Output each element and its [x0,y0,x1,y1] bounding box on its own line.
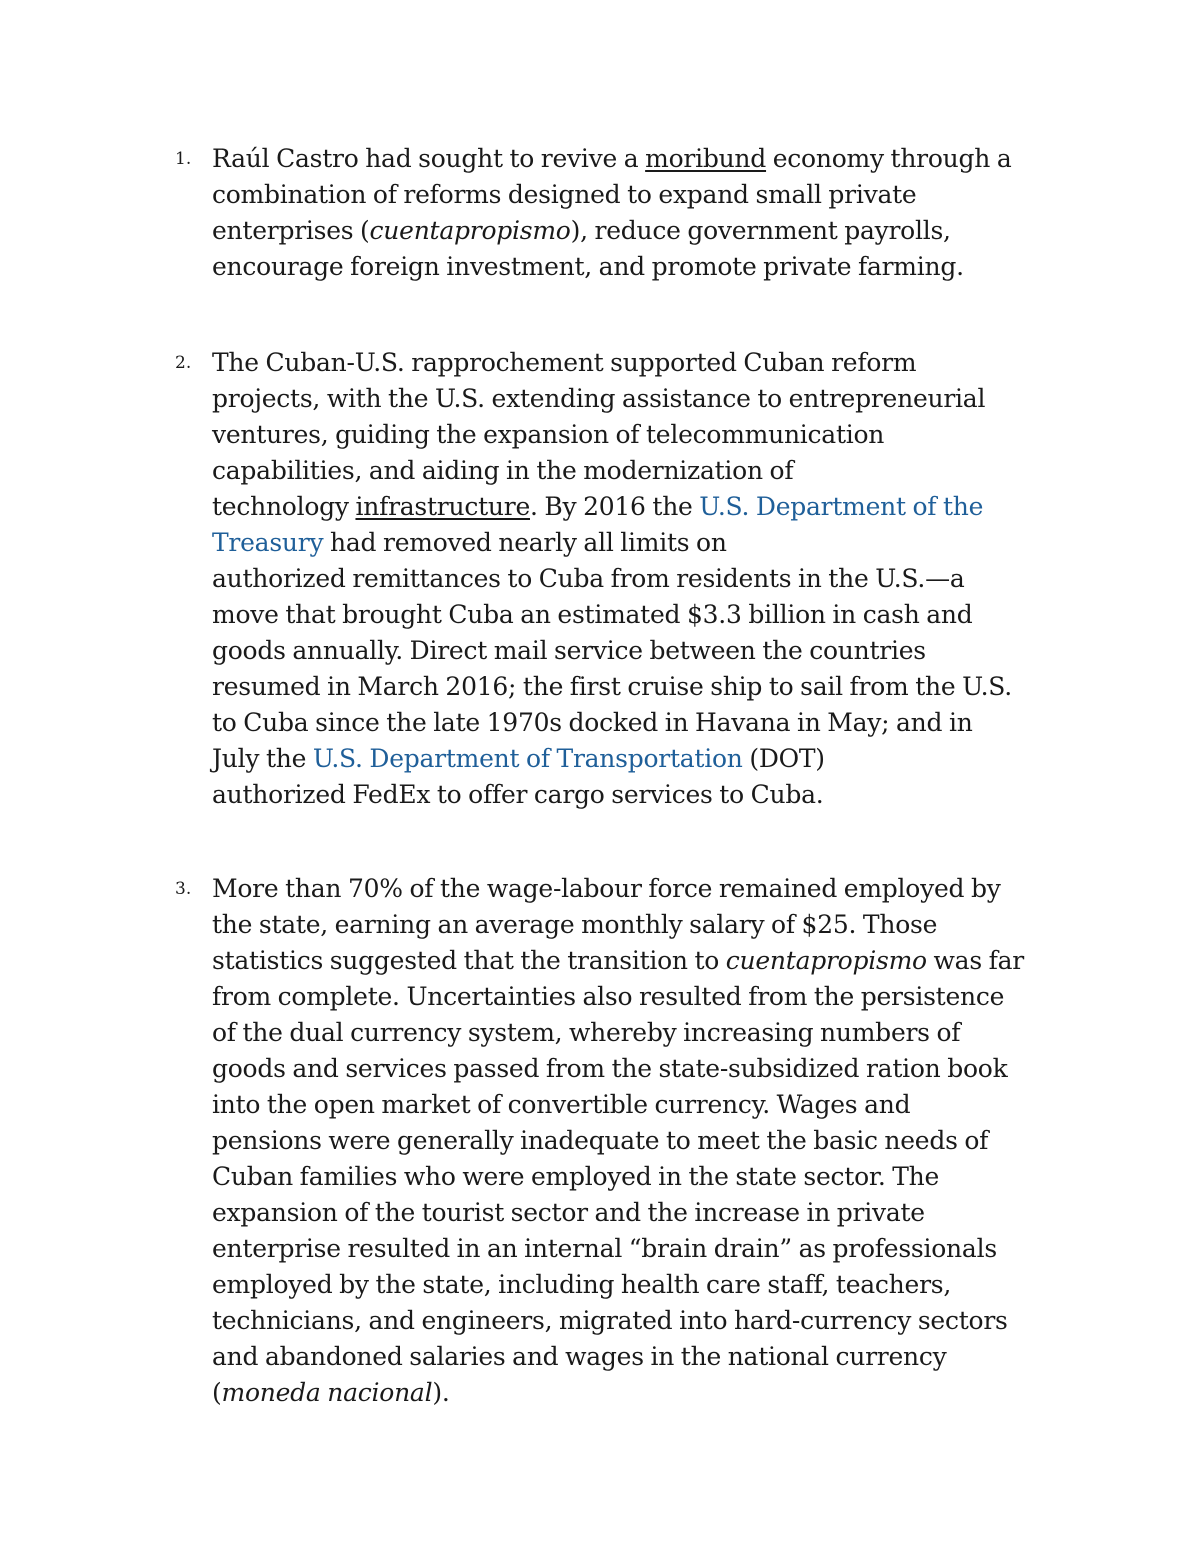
text-line: authorized remittances to Cuba from residents in the U.S.—a [212,564,965,593]
moneda-nacional-term: moneda nacional [221,1378,433,1407]
transportation-link[interactable]: U.S. Department of Transportation [312,744,743,773]
text-line: to Cuba since the late 1970s docked in Havana in May; and in [212,708,973,737]
list-number: 2. [175,353,192,373]
list-number: 3. [175,879,192,899]
text-line: resumed in March 2016; the first cruise ship to sail from the U.S. [212,672,1012,701]
text-line: encourage foreign investment, and promote private farming. [212,252,964,281]
text-line: the state, earning an average monthly salary of $25. Those [212,910,938,939]
text-line: Raúl Castro had sought to revive a moribund economy through a [212,144,1012,173]
infrastructure-term: infrastructure [355,492,530,521]
text-line: statistics suggested that the transition to cuentapropismo was far [212,946,1024,975]
text-line: technology infrastructure. By 2016 the U.S. Department of the [212,492,984,521]
text-line: More than 70% of the wage-labour force remained employed by [212,874,1001,903]
text-line: expansion of the tourist sector and the increase in private [212,1198,925,1227]
text-line: of the dual currency system, whereby increasing numbers of [212,1018,961,1047]
text-line: goods and services passed from the state-subsidized ration book [212,1054,1008,1083]
text-line: projects, with the U.S. extending assistance to entrepreneurial [212,384,986,413]
text-line: and abandoned salaries and wages in the national currency [212,1342,947,1371]
cuentapropismo-term: cuentapropismo [725,946,927,975]
text-line: enterprise resulted in an internal “brain drain” as professionals [212,1234,997,1263]
text-line: technicians, and engineers, migrated into hard-currency sectors [212,1306,1008,1335]
text-line: Cuban families who were employed in the state sector. The [212,1162,940,1191]
text-line: enterprises (cuentapropismo), reduce government payrolls, [212,216,951,245]
treasury-link[interactable]: U.S. Department of the [699,492,984,521]
list-item-text [212,345,1072,813]
list-number: 1. [175,149,192,169]
moribund-term: moribund [645,144,767,173]
text-line: July the U.S. Department of Transportation (DOT) [212,744,825,773]
text-line: goods annually. Direct mail service between the countries [212,636,926,665]
text-line: combination of reforms designed to expand small private [212,180,917,209]
treasury-link-cont[interactable]: Treasury [212,528,324,557]
text-line: The Cuban-U.S. rapprochement supported Cuban reform [212,348,917,377]
text-line: employed by the state, including health care staff, teachers, [212,1270,952,1299]
cuentapropismo-term: cuentapropismo [369,216,571,245]
text-line: from complete. Uncertainties also resulted from the persistence [212,982,1005,1011]
text-line: Treasury had removed nearly all limits on [212,528,727,557]
text-line: (moneda nacional). [212,1378,450,1407]
list-item-text [212,871,1072,1411]
list-item-text [212,141,1072,285]
text-line: ventures, guiding the expansion of telecommunication [212,420,885,449]
text-line: authorized FedEx to offer cargo services to Cuba. [212,780,824,809]
text-line: move that brought Cuba an estimated $3.3 billion in cash and [212,600,973,629]
text-line: pensions were generally inadequate to meet the basic needs of [212,1126,989,1155]
text-line: into the open market of convertible currency. Wages and [212,1090,911,1119]
text-line: capabilities, and aiding in the modernization of [212,456,794,485]
